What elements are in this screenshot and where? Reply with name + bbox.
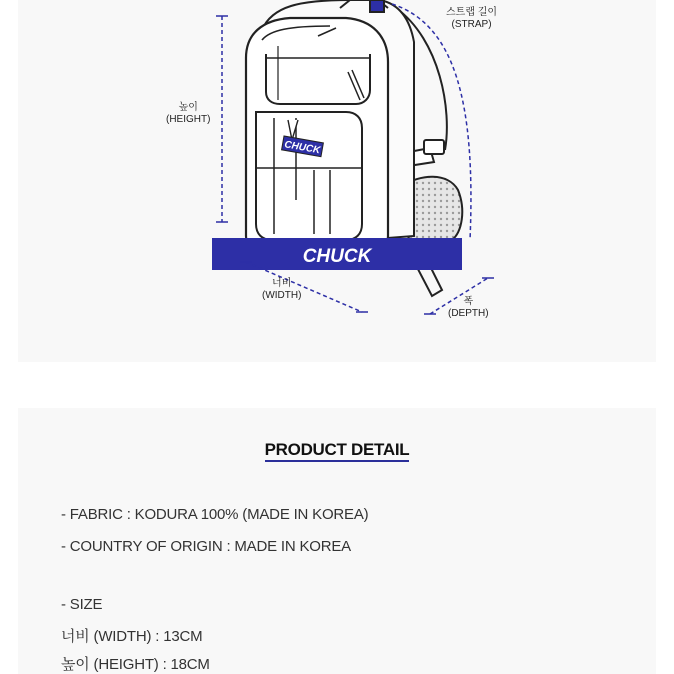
strap-label-en: (STRAP) [451, 19, 492, 30]
size-width-line: 너비 (WIDTH) : 13CM [61, 628, 203, 645]
origin-line: - COUNTRY OF ORIGIN : MADE IN KOREA [61, 538, 351, 555]
width-label-en: (WIDTH) [262, 290, 302, 301]
depth-label [448, 296, 489, 320]
width-label-ko: 너비 [272, 278, 292, 289]
brand-tag-text: CHUCK [283, 139, 321, 157]
brand-banner-text: CHUCK [302, 246, 372, 267]
front-pocket-lower [256, 112, 362, 240]
depth-label-ko: 폭 [463, 296, 474, 307]
size-height-line: 높이 (HEIGHT) : 18CM [61, 656, 210, 673]
height-label-ko: 높이 [178, 102, 198, 113]
width-label [262, 278, 301, 302]
size-heading: - SIZE [61, 596, 103, 613]
strap-label-ko: 스트랩 길이 [446, 7, 498, 18]
product-detail-title [0, 440, 674, 460]
strap-label [446, 7, 497, 31]
height-label [166, 102, 210, 126]
height-label-en: (HEIGHT) [166, 114, 211, 125]
front-pocket-upper [266, 46, 370, 104]
depth-label-en: (DEPTH) [448, 308, 489, 319]
product-detail-title-text: PRODUCT DETAIL [265, 440, 410, 462]
fabric-line: - FABRIC : KODURA 100% (MADE IN KOREA) [61, 506, 369, 523]
